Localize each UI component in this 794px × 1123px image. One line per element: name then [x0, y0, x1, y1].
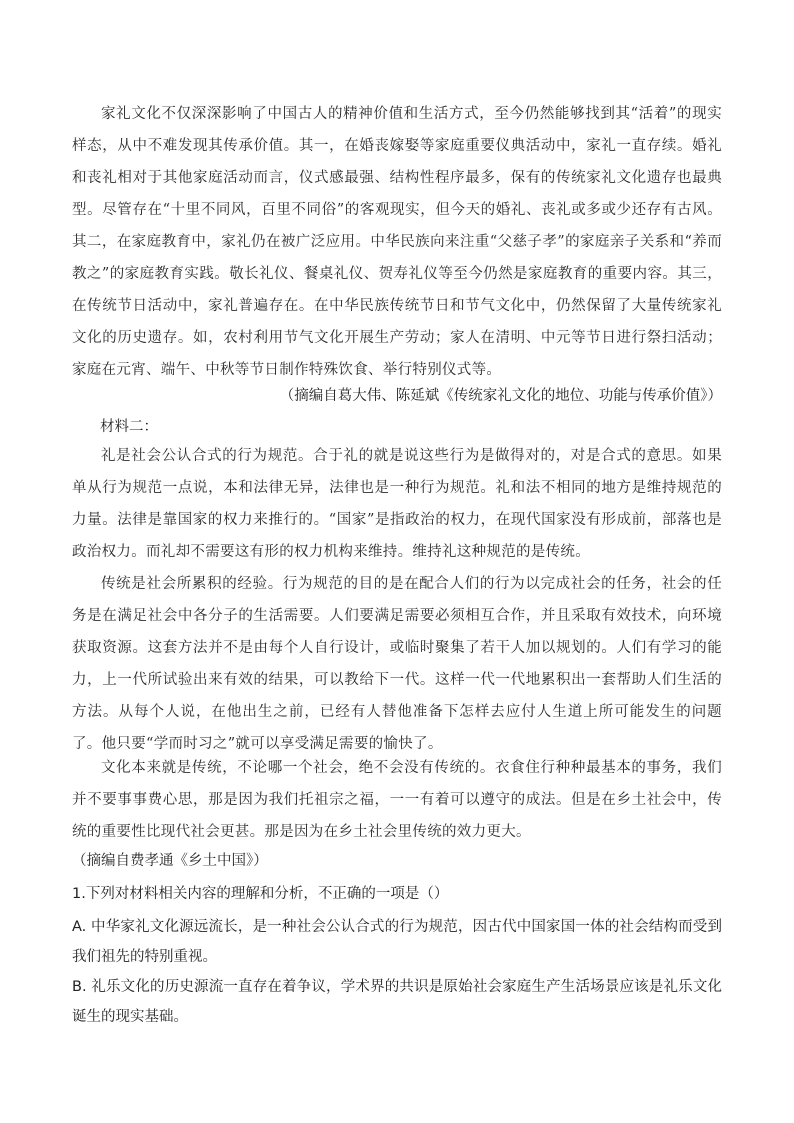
- material2-label: 材料二：: [100, 419, 158, 435]
- material2-paragraph-1: 礼是社会公认合式的行为规范。合于礼的就是说这些行为是做得对的，对是合式的意思。如果单从行为规范一点说，本和法律无异，法律也是一种行为规范。礼和法不相同的地方是维持规范的力量。法律是靠国家的权力来推行的。“国家”是指政治的权力，在现代国家没有形成前，部落也是政治权力。而礼却不需要这有形的权力机构来维持。维持礼这种规范的是传统。: [72, 448, 722, 560]
- question-stem: 1.下列对材料相关内容的理解和分析，不正确的一项是（）: [72, 886, 449, 902]
- material1-paragraph: 家礼文化不仅深深影响了中国古人的精神价值和生活方式，至今仍然能够找到其“活着”的现实样态，从中不难发现其传承价值。其一，在婚丧嫁娶等家庭重要仪典活动中，家礼一直存续。婚礼和丧礼相对于其他家庭活动而言，仪式感最强、结构性程序最多，保有的传统家礼文化遗存也最典型。尽管存在“十里不同风，百里不同俗”的客观现实，但今天的婚礼、丧礼或多或少还存有古风。其二，在家庭教育中，家礼仍在被广泛应用。中华民族向来注重“父慈子孝”的家庭亲子关系和“养而教之”的家庭教育实践。敬长礼仪、餐桌礼仪、贺寿礼仪等至今仍然是家庭教育的重要内容。其三，在传统节日活动中，家礼普遍存在。在中华民族传统节日和节气文化中，仍然保留了大量传统家礼文化的历史遗存。如，农村利用节气文化开展生产劳动；家人在清明、中元等节日进行祭扫活动；家庭在元宵、端午、中秋等节日制作特殊饮食、举行特别仪式等。: [72, 106, 722, 378]
- question-option-b: B. 礼乐文化的历史源流一直存在着争议，学术界的共识是原始社会家庭生产生活场景应该是礼乐文化诞生的现实基础。: [72, 979, 722, 1025]
- material1-source: （摘编自葛大伟、陈延斌《传统家礼文化的地位、功能与传承价值》）: [279, 388, 722, 404]
- question-option-a: A. 中华家礼文化源远流长，是一种社会公认合式的行为规范，因古代中国家国一体的社会结构而受到我们祖先的特别重视。: [72, 919, 722, 965]
- material2-paragraph-3: 文化本来就是传统，不论哪一个社会，绝不会没有传统的。衣食住行种种最基本的事务，我们并不要事事费心思，那是因为我们托祖宗之福，一一有着可以遵守的成法。但是在乡土社会中，传统的重要性比现代社会更甚。那是因为在乡土社会里传统的效力更大。: [72, 760, 722, 840]
- material2-source: （摘编自费孝通《乡土中国》）: [72, 853, 268, 869]
- material2-paragraph-2: 传统是社会所累积的经验。行为规范的目的是在配合人们的行为以完成社会的任务，社会的任务是在满足社会中各分子的生活需要。人们要满足需要必须相互合作，并且采取有效技术，向环境获取资源。这套方法并不是由每个人自行设计，或临时聚集了若干人加以规划的。人们有学习的能力，上一代所试验出来有效的结果，可以教给下一代。这样一代一代地累积出一套帮助人们生活的方法。从每个人说，在他出生之前，已经有人替他准备下怎样去应付人生道上所可能发生的问题了。他只要“学而时习之”就可以享受满足需要的愉快了。: [72, 576, 722, 752]
